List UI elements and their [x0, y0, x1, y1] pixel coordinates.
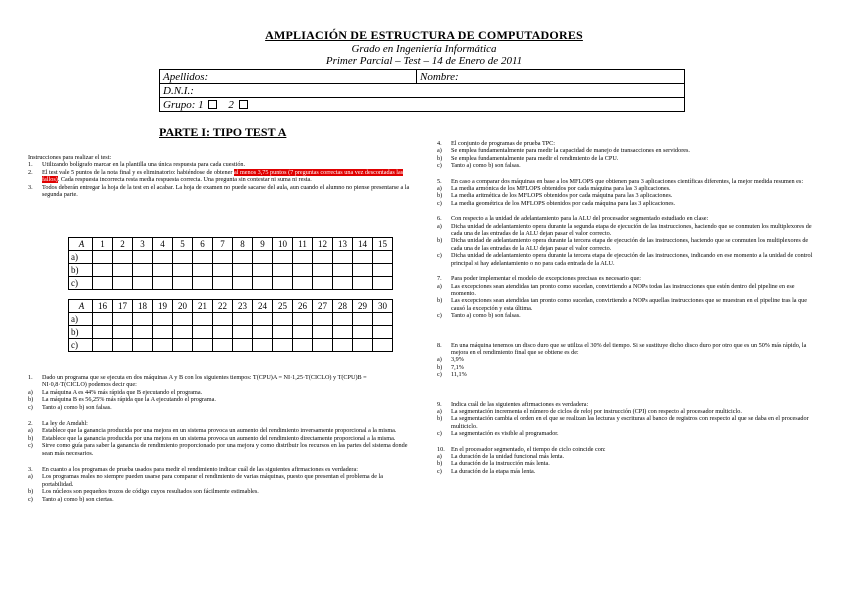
answer-cell-23-a[interactable] — [233, 313, 253, 326]
answer-cell-5-b[interactable] — [173, 264, 193, 277]
option-8-a: a) 3,9% — [437, 356, 464, 364]
answer-cell-11-c[interactable] — [293, 277, 313, 290]
grid1-col-9: 9 — [253, 238, 273, 251]
option-10-c: c) La duración de la etapa más lenta. — [437, 467, 536, 475]
answer-cell-7-a[interactable] — [213, 251, 233, 264]
dni-field[interactable] — [160, 84, 685, 98]
answer-cell-17-b[interactable] — [113, 326, 133, 339]
answer-cell-10-a[interactable] — [273, 251, 293, 264]
question-10: 10. En el procesador segmentado, el tiempo de ciclo coincide con: — [437, 445, 606, 453]
option-2-b: b) Establece que la ganancia producida por una mejora en un sistema provoca un aumento del rendimiento directamente proporcional a la misma. — [28, 434, 396, 442]
answer-cell-28-c[interactable] — [333, 339, 353, 352]
answer-cell-7-c[interactable] — [213, 277, 233, 290]
answer-cell-22-b[interactable] — [213, 326, 233, 339]
answer-cell-23-b[interactable] — [233, 326, 253, 339]
answer-grid-1 — [68, 237, 393, 290]
answer-cell-27-a[interactable] — [313, 313, 333, 326]
answer-cell-4-b[interactable] — [153, 264, 173, 277]
grid1-col-13: 13 — [333, 238, 353, 251]
grid2-col-22: 22 — [213, 300, 233, 313]
answer-cell-2-b[interactable] — [113, 264, 133, 277]
answer-cell-8-c[interactable] — [233, 277, 253, 290]
grid1-row-label: c) — [69, 277, 93, 290]
grid2-col-27: 27 — [313, 300, 333, 313]
answer-cell-27-b[interactable] — [313, 326, 333, 339]
answer-cell-14-c[interactable] — [353, 277, 373, 290]
grid2-col-16: 16 — [93, 300, 113, 313]
answer-cell-1-b[interactable] — [93, 264, 113, 277]
answer-cell-6-a[interactable] — [193, 251, 213, 264]
nombre-label: Nombre: — [420, 70, 459, 83]
answer-cell-10-c[interactable] — [273, 277, 293, 290]
grupo-field — [160, 98, 685, 112]
answer-cell-29-b[interactable] — [353, 326, 373, 339]
answer-cell-18-c[interactable] — [133, 339, 153, 352]
question-5: 5. En caso a comparar dos máquinas en base a los MFLOPS que obtienen para 3 aplicaciones científicas diferentes, la mejor medida resumen es: — [437, 177, 804, 185]
exam-subtitle: Primer Parcial – Test – 14 de Enero de 2011 — [325, 55, 523, 67]
answer-cell-17-c[interactable] — [113, 339, 133, 352]
option-7-c: c) Tanto a) como b) son falsas. — [437, 312, 521, 320]
grid2-col-24: 24 — [253, 300, 273, 313]
grid2-col-19: 19 — [153, 300, 173, 313]
answer-cell-5-c[interactable] — [173, 277, 193, 290]
answer-cell-6-b[interactable] — [193, 264, 213, 277]
grupo-2-checkbox[interactable] — [239, 100, 248, 109]
answer-cell-13-c[interactable] — [333, 277, 353, 290]
answer-cell-13-b[interactable] — [333, 264, 353, 277]
answer-cell-12-a[interactable] — [313, 251, 333, 264]
grid1-col-7: 7 — [213, 238, 233, 251]
answer-cell-2-a[interactable] — [113, 251, 133, 264]
option-9-b: b) La segmentación cambia el orden en el que se realizan las lecturas y escrituras al banco de registros con respecto al que se daba en el procesador multiciclo. — [437, 415, 809, 430]
answer-cell-20-c[interactable] — [173, 339, 193, 352]
option-5-a: a) La media armónica de los MFLOPS obtenidos por cada máquina para las 3 aplicaciones. — [437, 185, 671, 193]
answer-cell-25-b[interactable] — [273, 326, 293, 339]
option-10-b: b) La duración de la instrucción más lenta. — [437, 460, 550, 468]
answer-cell-18-a[interactable] — [133, 313, 153, 326]
answer-cell-12-b[interactable] — [313, 264, 333, 277]
left-questions — [28, 374, 413, 503]
instruction-1: 1. Utilizando bolígrafo marcar en la plantilla una única respuesta para cada cuestión. — [28, 161, 246, 169]
answer-cell-5-a[interactable] — [173, 251, 193, 264]
answer-cell-8-a[interactable] — [233, 251, 253, 264]
option-7-a: a) Las excepciones sean atendidas tan pronto como sucedan, convirtiendo a NOPs todas las instrucciones que estén dentro del pipeline en ese momento. — [437, 282, 795, 297]
grid1-col-10: 10 — [273, 238, 293, 251]
grid1-row-label: a) — [69, 251, 93, 264]
answer-cell-14-b[interactable] — [353, 264, 373, 277]
question-9: 9. Indica cuál de las siguientes afirmaciones es verdadera: — [437, 400, 589, 408]
grid1-col-6: 6 — [193, 238, 213, 251]
grid1-col-1: 1 — [93, 238, 113, 251]
answer-cell-3-c[interactable] — [133, 277, 153, 290]
grid1-col-3: 3 — [133, 238, 153, 251]
grid2-row-label: a) — [69, 313, 93, 326]
right-questions — [437, 140, 820, 475]
option-1-b: b) La máquina B es 56,25% más rápida que la A ejecutando el programa. — [28, 396, 216, 404]
answer-cell-16-b[interactable] — [93, 326, 113, 339]
answer-cell-15-b[interactable] — [373, 264, 393, 277]
answer-cell-19-b[interactable] — [153, 326, 173, 339]
question-8: 8. En una máquina tenemos un disco duro que se utiliza el 30% del tiempo. Si se sustituye dicho disco duro por otro que es un 50% más rápido, la mejora en el rendimiento final que se obtiene es de: — [437, 341, 807, 356]
grid2-col-29: 29 — [353, 300, 373, 313]
answer-cell-24-a[interactable] — [253, 313, 273, 326]
question-2: 2. La ley de Amdahl: — [28, 420, 88, 428]
grid1-col-2: 2 — [113, 238, 133, 251]
option-7-b: b) Las excepciones sean atendidas tan pronto como sucedan, convirtiendo a NOPs aquellas instrucciones que se muestran en el pipeline tras la que causó la excepción y esta última. — [437, 297, 808, 312]
grid2-col-20: 20 — [173, 300, 193, 313]
answer-cell-26-b[interactable] — [293, 326, 313, 339]
option-4-c: c) Tanto a) como b) son falsas. — [437, 162, 521, 170]
nombre-field[interactable] — [417, 70, 685, 84]
answer-cell-15-a[interactable] — [373, 251, 393, 264]
answer-cell-9-a[interactable] — [253, 251, 273, 264]
grupo-2-label: 2 — [228, 98, 234, 111]
grid1-col-12: 12 — [313, 238, 333, 251]
option-1-a: a) La máquina A es 44% más rápida que B ejecutando el programa. — [28, 388, 203, 396]
answer-cell-19-c[interactable] — [153, 339, 173, 352]
answer-cell-16-c[interactable] — [93, 339, 113, 352]
student-info-table — [159, 69, 685, 112]
option-9-c: c) La segmentación es visible al programador. — [437, 430, 559, 438]
answer-cell-11-b[interactable] — [293, 264, 313, 277]
option-2-a: a) Establece que la ganancia producida por una mejora en un sistema provoca un aumento del rendimiento inversamente proporcional a la misma. — [28, 427, 397, 435]
question-6: 6. Con respecto a la unidad de adelantamiento para la ALU del procesador segmentado estudiado en clase: — [437, 215, 709, 223]
answer-cell-17-a[interactable] — [113, 313, 133, 326]
grid2-col-25: 25 — [273, 300, 293, 313]
grid1-corner: A — [69, 238, 93, 251]
answer-cell-6-c[interactable] — [193, 277, 213, 290]
degree-subtitle: Grado en Ingeniería Informática — [351, 43, 497, 55]
question-3: 3. En cuanto a los programas de prueba usados para medir el rendimiento indicar cuál de las siguientes afirmaciones es verdadera: — [28, 466, 358, 474]
option-6-a: a) Dicha unidad de adelantamiento opera durante la segunda etapa de ejecución de las instrucciones, haciendo que se conmuten los multiplexores de cada una de las entradas de la ALU dejan pasar el valor correcto. — [437, 222, 812, 238]
grid2-col-17: 17 — [113, 300, 133, 313]
answer-cell-29-a[interactable] — [353, 313, 373, 326]
answer-cell-3-a[interactable] — [133, 251, 153, 264]
answer-cell-22-a[interactable] — [213, 313, 233, 326]
grid2-row-label: b) — [69, 326, 93, 339]
grid1-col-5: 5 — [173, 238, 193, 251]
answer-cell-30-c[interactable] — [373, 339, 393, 352]
document-title: AMPLIACIÓN DE ESTRUCTURA DE COMPUTADORES — [265, 28, 583, 42]
grupo-1-checkbox[interactable] — [208, 100, 217, 109]
answer-cell-28-a[interactable] — [333, 313, 353, 326]
answer-cell-11-a[interactable] — [293, 251, 313, 264]
apellidos-field[interactable] — [160, 70, 417, 84]
instruction-3: 3. Todos deberán entregar la hoja de la test en el acabar. La hoja de examen no puede sacarse del aula, aun cuando el alumno no piense presentarse a la segunda parte. — [28, 183, 410, 199]
option-6-c: c) Dicha unidad de adelantamiento opera durante la tercera etapa de ejecución de las instrucciones, indicando en ese momento a la unidad de control principal si hay adelantamiento o no para cada entrada de la ALU. — [437, 252, 813, 267]
answer-cell-21-a[interactable] — [193, 313, 213, 326]
grupo-label: Grupo: 1 — [163, 98, 204, 111]
grid2-col-18: 18 — [133, 300, 153, 313]
grid2-corner: A — [69, 300, 93, 313]
answer-cell-30-a[interactable] — [373, 313, 393, 326]
answer-cell-14-a[interactable] — [353, 251, 373, 264]
answer-cell-25-c[interactable] — [273, 339, 293, 352]
option-8-b: b) 7,1% — [437, 363, 464, 371]
answer-cell-8-b[interactable] — [233, 264, 253, 277]
option-5-c: c) La media geométrica de los MFLOPS obtenidos por cada máquina para las 3 aplicaciones. — [437, 199, 676, 207]
option-3-a: a) Los programas reales no siempre pueden usarse para comparar el rendimiento de varias máquinas, puesto que presentan el problema de la portabilidad. — [28, 473, 384, 488]
grid2-col-26: 26 — [293, 300, 313, 313]
option-10-a: a) La duración de la unidad funcional más lenta. — [437, 453, 565, 460]
answer-cell-7-b[interactable] — [213, 264, 233, 277]
answer-cell-20-b[interactable] — [173, 326, 193, 339]
option-5-b: b) La media aritmética de los MFLOPS obtenidos por cada máquina para las 3 aplicaciones. — [437, 192, 673, 200]
part-title: PARTE I: TIPO TEST A — [159, 125, 287, 139]
answer-cell-27-c[interactable] — [313, 339, 333, 352]
answer-cell-4-a[interactable] — [153, 251, 173, 264]
answer-cell-21-b[interactable] — [193, 326, 213, 339]
answer-cell-21-c[interactable] — [193, 339, 213, 352]
answer-cell-19-a[interactable] — [153, 313, 173, 326]
answer-cell-12-c[interactable] — [313, 277, 333, 290]
answer-cell-26-c[interactable] — [293, 339, 313, 352]
option-8-c: c) 11,1% — [437, 371, 467, 379]
highlight-text: al menos 3,75 puntos (7 preguntas correctas una vez descontadas las fallos) — [42, 168, 404, 184]
answer-cell-20-a[interactable] — [173, 313, 193, 326]
answer-cell-30-b[interactable] — [373, 326, 393, 339]
answer-cell-29-c[interactable] — [353, 339, 373, 352]
grid2-row-label: c) — [69, 339, 93, 352]
grid1-col-14: 14 — [353, 238, 373, 251]
grid1-col-8: 8 — [233, 238, 253, 251]
answer-cell-24-c[interactable] — [253, 339, 273, 352]
apellidos-label: Apellidos: — [163, 70, 209, 83]
option-4-a: a) Se emplea fundamentalmente para medir la capacidad de manejo de transacciones en servidores. — [437, 147, 690, 155]
answer-cell-13-a[interactable] — [333, 251, 353, 264]
option-3-c: c) Tanto a) como b) son ciertas. — [28, 495, 114, 503]
option-6-b: b) Dicha unidad de adelantamiento opera durante la tercera etapa de ejecución de las instrucciones, haciendo que se conmuten los multiplexores de cada una de las entradas de la ALU dejan pasar el valor correcto. — [437, 237, 809, 252]
answer-cell-24-b[interactable] — [253, 326, 273, 339]
answer-cell-22-c[interactable] — [213, 339, 233, 352]
answer-cell-10-b[interactable] — [273, 264, 293, 277]
question-1: 1. Dado un programa que se ejecuta en dos máquinas A y B con los siguientes tiempos: T(CPU)A = NI·1,25·T(CICLO) y T(CPU)B = NI·0,8·T(CICLO) podemos decir que: — [28, 374, 367, 389]
answer-cell-26-a[interactable] — [293, 313, 313, 326]
instructions-heading: Instrucciones para realizar el test: — [28, 154, 112, 161]
option-3-b: b) Los núcleos son pequeños trozos de código cuyos resultados son fácilmente estimables. — [28, 488, 259, 496]
option-1-c: c) Tanto a) como b) son falsas. — [28, 403, 112, 411]
answer-cell-9-b[interactable] — [253, 264, 273, 277]
answer-cell-1-a[interactable] — [93, 251, 113, 264]
question-7: 7. Para poder implementar el modelo de excepciones precisas es necesario que: — [437, 275, 642, 283]
question-4: 4. El conjunto de programas de prueba TPC: — [437, 140, 556, 147]
grid1-col-4: 4 — [153, 238, 173, 251]
dni-label: D.N.I.: — [163, 84, 194, 97]
answer-cell-23-c[interactable] — [233, 339, 253, 352]
answer-cell-25-a[interactable] — [273, 313, 293, 326]
instruction-2: 2. El test vale 5 puntos de la nota final y es eliminatorio: habiéndose de obtener al menos 3,75 puntos (7 preguntas correctas una vez descontadas las fallos). Cada respuesta incorrecta resta media respuesta correcta. Una pregunta sin contestar ni suma ni resta. — [28, 168, 404, 184]
answer-cell-2-c[interactable] — [113, 277, 133, 290]
grid2-col-30: 30 — [373, 300, 393, 313]
answer-cell-16-a[interactable] — [93, 313, 113, 326]
grid2-col-28: 28 — [333, 300, 353, 313]
answer-cell-9-c[interactable] — [253, 277, 273, 290]
grid1-row-label: b) — [69, 264, 93, 277]
option-4-b: b) Se emplea fundamentalmente para medir el rendimiento de la CPU. — [437, 154, 619, 162]
option-2-c: c) Sirve como guía para saber la ganancia de rendimiento proporcionado por una mejora y como distribuir los recursos en las partes del sistema donde sean más necesarios. — [28, 442, 408, 457]
grid2-col-21: 21 — [193, 300, 213, 313]
answer-cell-18-b[interactable] — [133, 326, 153, 339]
grid2-col-23: 23 — [233, 300, 253, 313]
grid1-col-15: 15 — [373, 238, 393, 251]
left-column — [28, 154, 413, 198]
answer-cell-28-b[interactable] — [333, 326, 353, 339]
answer-cell-4-c[interactable] — [153, 277, 173, 290]
option-9-a: a) La segmentación incrementa el número de ciclos de reloj por instrucción (CPI) con respecto al procesador multiciclo. — [437, 407, 742, 415]
answer-cell-3-b[interactable] — [133, 264, 153, 277]
grid1-col-11: 11 — [293, 238, 313, 251]
answer-cell-1-c[interactable] — [93, 277, 113, 290]
answer-cell-15-c[interactable] — [373, 277, 393, 290]
answer-grid-2 — [68, 299, 393, 352]
